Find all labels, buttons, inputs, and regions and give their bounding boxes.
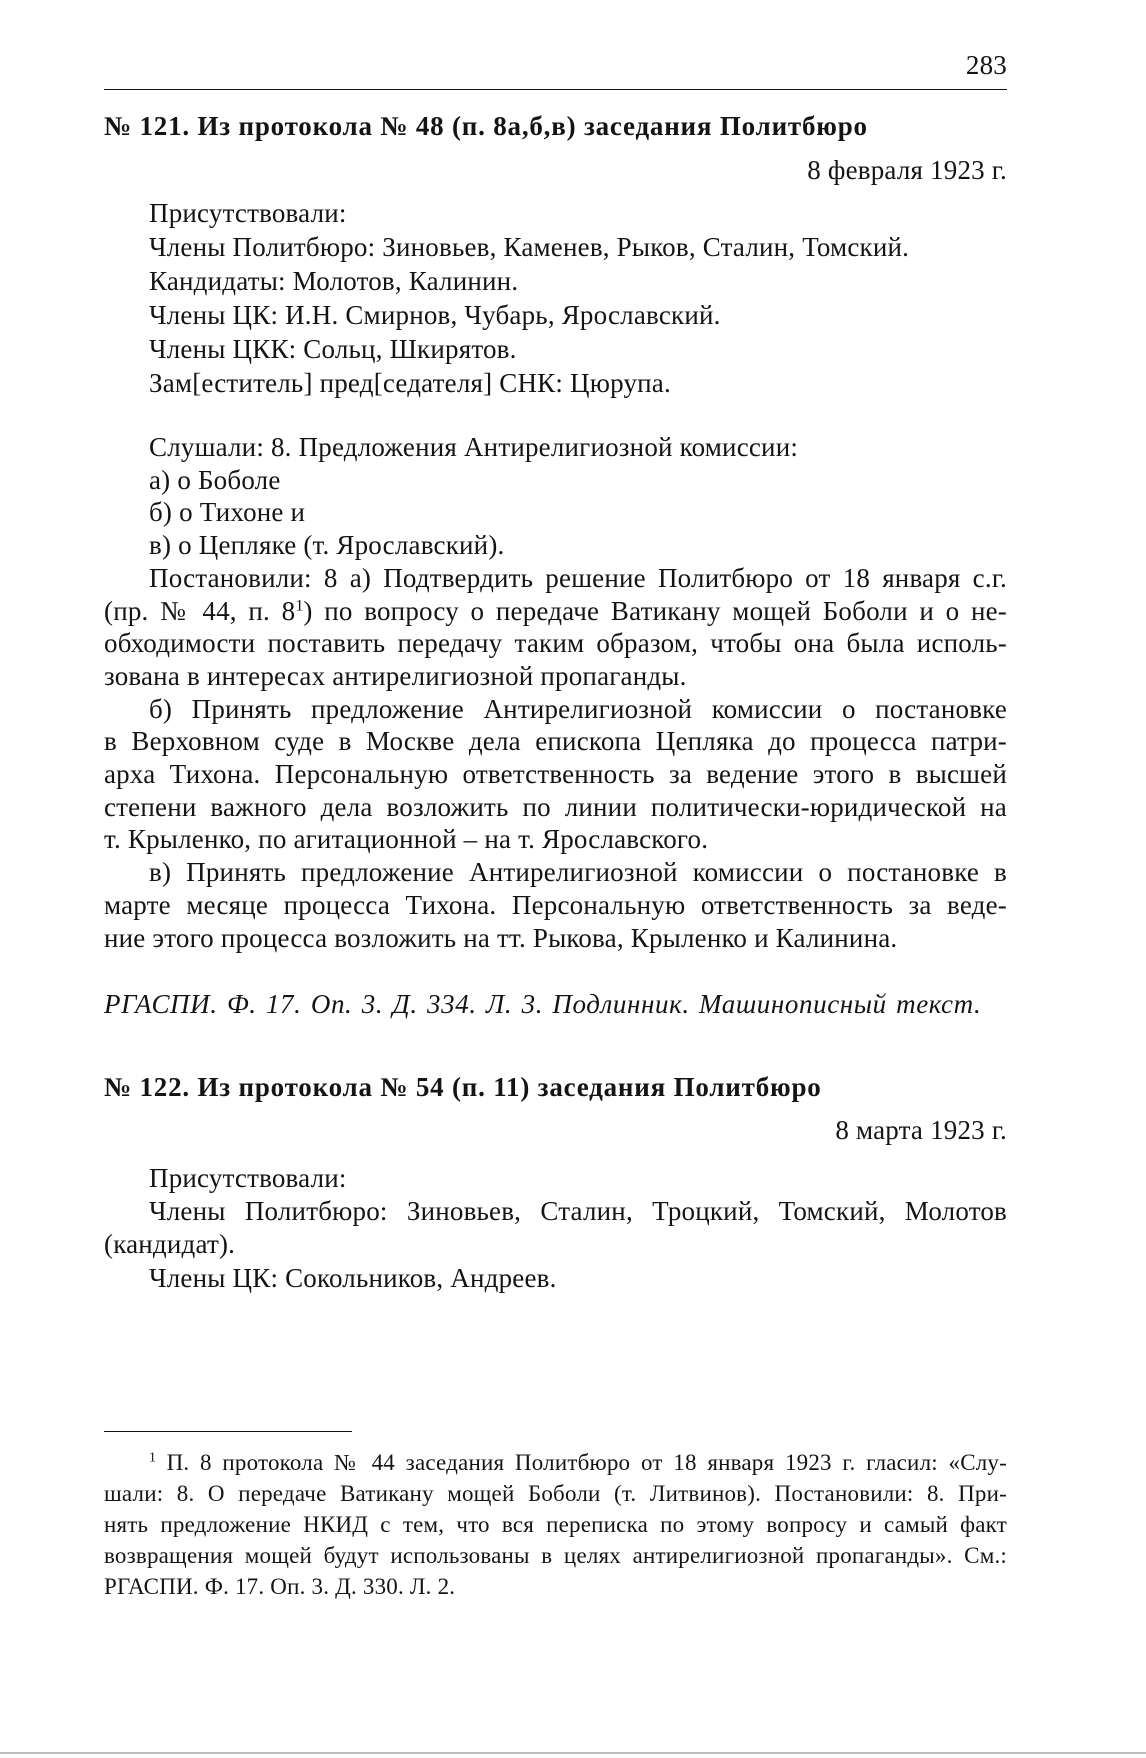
attendees-line: Зам[еститель] пред[седателя] СНК: Цюрупа. [149,368,671,398]
attendees-line: Члены ЦК: Сокольников, Андреев. [149,1262,557,1293]
footnote-line: РГАСПИ. Ф. 17. Оп. 3. Д. 330. Л. 2. [104,1574,456,1599]
page-number: 283 [965,50,1007,80]
doc-122-attendees [104,1162,1007,1295]
footnote [104,1447,1007,1602]
resolution-a-line: Постановили: 8 а) Подтвердить решение Политбюро от 18 января с.г. [149,562,1007,593]
doc-121-source: РГАСПИ. Ф. 17. Оп. 3. Д. 334. Л. 3. Подлинник. Машинописный текст. [104,989,982,1019]
doc-121-body [104,431,1007,954]
attendees-label: Присутствовали: [149,198,347,228]
footnote-text: П. 8 протокола № 44 заседания Политбюро от 18 января 1923 г. гласил: «Слу- [166,1450,1007,1475]
attendees-line: Члены ЦК: И.Н. Смирнов, Чубарь, Ярославский. [149,300,721,330]
scan-edge-line [0,1752,1146,1754]
resolution-a-line: обходимости поставить передачу таким образом, чтобы она была исполь- [104,628,1007,659]
doc-121-date: 8 февраля 1923 г. [807,155,1007,185]
doc-122-heading: № 122. Из протокола № 54 (п. 11) заседания Политбюро [104,1072,822,1102]
resolution-a-line: зована в интересах антирелигиозной пропаганды. [104,660,687,691]
footnote-line: шали: 8. О передаче Ватикану мощей Боболи (т. Литвинов). Постановили: 8. При- [104,1481,1007,1506]
resolution-b-line: б) Принять предложение Антирелигиозной комиссии о постановке [149,693,1007,724]
resolution-b-line: арха Тихона. Персональную ответственность за ведение этого в высшей [104,759,1007,790]
footnote-reference: 1 [295,595,304,614]
resolution-a-line [104,595,1007,628]
footnote-line: нять предложение НКИД с тем, что вся переписка по этому вопросу и самый факт [104,1512,1007,1537]
doc-122-date: 8 марта 1923 г. [835,1115,1007,1145]
footnote-line [104,1447,1007,1478]
footnote-marker: 1 [149,1449,156,1465]
resolution-c-line: марте месяце процесса Тихона. Персональную ответственность за веде- [104,889,1007,920]
resolution-c-line: ние этого процесса возложить на тт. Рыкова, Крыленко и Калинина. [104,922,898,953]
heard-line: Слушали: 8. Предложения Антирелигиозной комиссии: [149,432,799,462]
heard-line: в) о Цепляке (т. Ярославский). [149,530,505,561]
attendees-line: Члены ЦКК: Сольц, Шкирятов. [149,334,517,364]
attendees-line: Члены Политбюро: Зиновьев, Сталин, Троцкий, Томский, Молотов [149,1196,1007,1227]
resolution-a-text: ) по вопросу о передаче Ватикану мощей Боболи и о не- [303,595,1008,626]
resolution-b-line: степени важного дела возложить по линии политически-юридической на [104,791,1007,822]
doc-121-attendees [104,196,1007,400]
footnote-rule [104,1431,352,1432]
resolution-a-text: (пр. № 44, п. 8 [104,595,296,626]
header-rule [104,89,1007,90]
footnote-line: возвращения мощей будут использованы в целях антирелигиозной пропаганды». См.: [104,1543,1007,1568]
attendees-line: (кандидат). [104,1229,236,1260]
heard-line: б) о Тихоне и [149,497,306,528]
heard-line: а) о Боболе [149,464,281,495]
attendees-label: Присутствовали: [149,1163,347,1193]
doc-121-heading: № 121. Из протокола № 48 (п. 8а,б,в) заседания Политбюро [104,111,868,141]
attendees-line: Кандидаты: Молотов, Калинин. [149,266,519,296]
resolution-b-line: т. Крыленко, по агитационной – на т. Ярославского. [104,824,709,855]
resolution-c-line: в) Принять предложение Антирелигиозной комиссии о постановке в [149,857,1007,888]
attendees-line: Члены Политбюро: Зиновьев, Каменев, Рыков, Сталин, Томский. [149,232,910,262]
resolution-b-line: в Верховном суде в Москве дела епископа Цепляка до процесса патри- [104,726,1007,757]
